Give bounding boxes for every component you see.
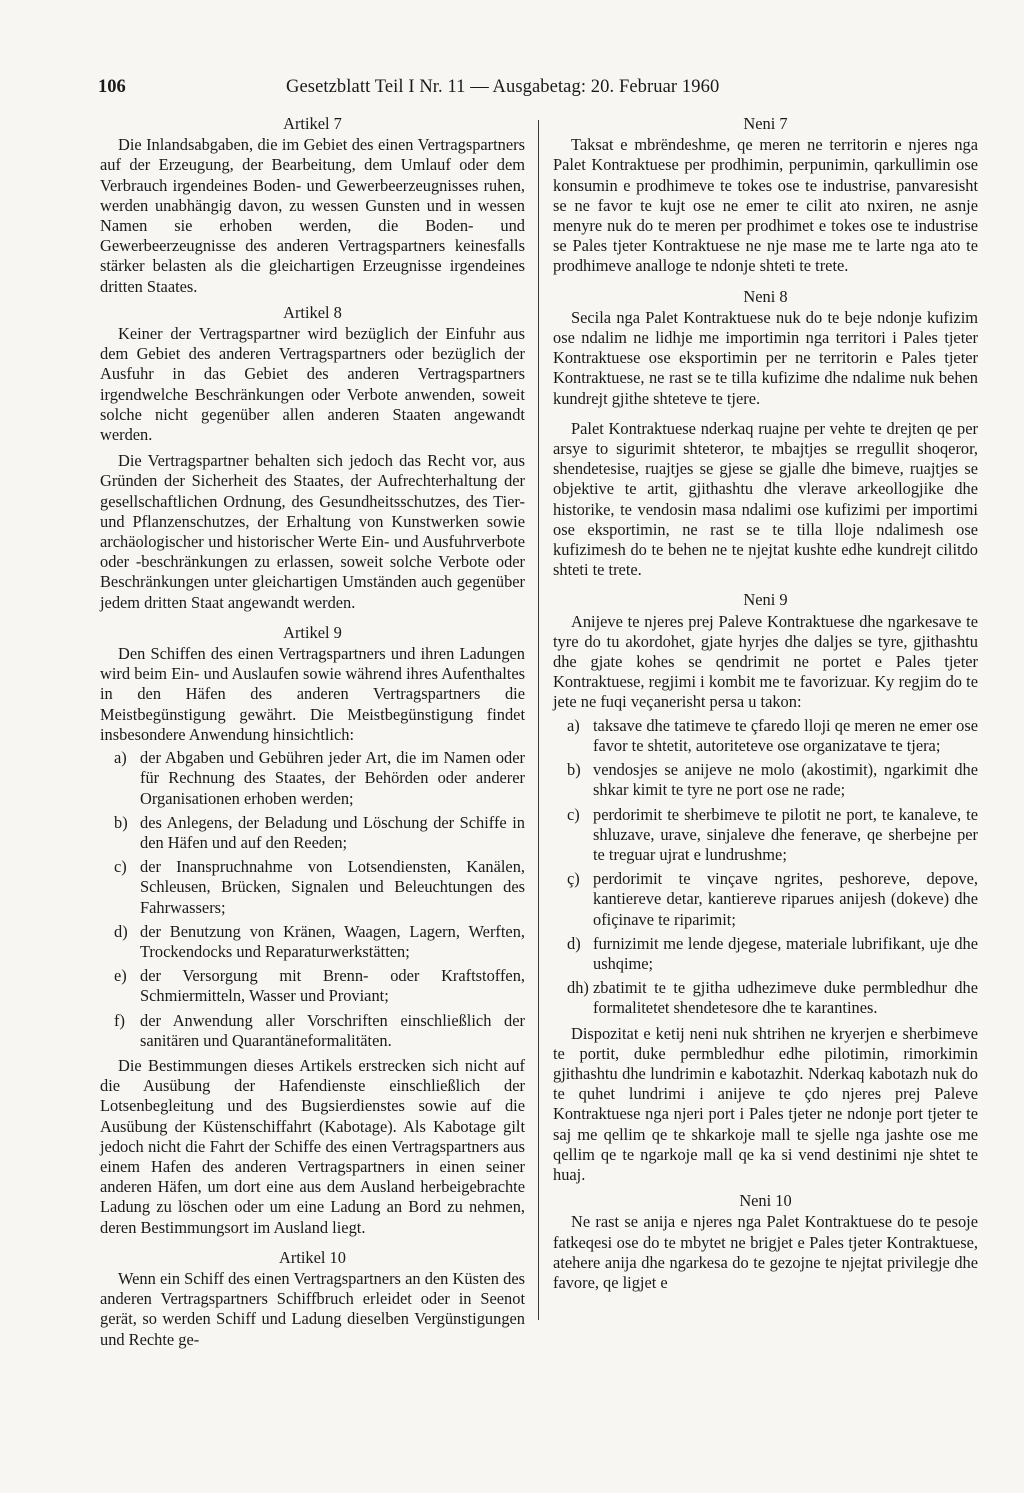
list-item-text: der Inanspruchnahme von Lotsendiensten, Kanälen, Schleusen, Brücken, Signalen und Beleuchtungen des Fahrwassers; — [140, 857, 525, 917]
list-item — [553, 869, 978, 930]
list-marker: b) — [567, 760, 581, 780]
list-marker: d) — [567, 933, 581, 953]
running-head: Gesetzblatt Teil I Nr. 11 — Ausgabetag: 20. Februar 1960 — [286, 77, 720, 97]
article-list — [100, 748, 525, 1051]
list-item — [553, 805, 978, 866]
article-heading: Neni 8 — [743, 286, 788, 306]
column-divider — [538, 120, 539, 1320]
article-paragraph: Ne rast se anija e njeres nga Palet Kontraktuese do te pesoje fatkeqesi ose do te mbytet ne brigjet e Pales tjeter Kontraktuese, atehere anija dhe ngarkesa do te gezojne te njejtat privilegje dhe favore, qe ligjet e — [553, 1212, 978, 1292]
article-paragraph: Anijeve te njeres prej Paleve Kontraktuese dhe ngarkesave te tyre do tu akordohet, gjate hyrjes dhe daljes se tyre, gjithashtu dhe gjate kohes se qendrimit ne portet e Pales tjeter Kontraktuese, regjimi i kombit me te favorizuar. Ky regjim do te jete ne fuqi veçanerisht persa u takon: — [553, 611, 978, 712]
list-marker: d) — [114, 921, 128, 941]
list-item-text: vendosjes se anijeve ne molo (akostimit), ngarkimit dhe shkar kimit te tyre ne port ose ne rade; — [593, 760, 978, 800]
article-paragraph: Keiner der Vertragspartner wird bezüglich der Einfuhr aus dem Gebiet des anderen Vertragspartners oder bezüglich der Ausfuhr in das Gebiet des anderen Vertragspartners irgendwelche Beschränkungen oder Verbote anwenden, soweit solche nicht gegenüber allen anderen Staaten angewandt werden. — [100, 324, 525, 445]
article-paragraph: Secila nga Palet Kontraktuese nuk do te beje ndonje kufizim ose ndalim ne lidhje me importimin nga territori i Pales tjeter Kontraktuese ose eksportimin per ne territorin e Pales tjeter Kontraktuese, ne rast se te tilla kufizime dhe ndalime nuk behen kundrejt gjithe shteteve te tjere. — [553, 307, 978, 408]
article-8 — [100, 303, 525, 613]
article-heading: Artikel 8 — [283, 302, 342, 322]
list-item-text: der Benutzung von Kränen, Waagen, Lagern, Werften, Trockendocks und Reparaturwerkstätten; — [140, 921, 525, 961]
list-marker: c) — [114, 857, 127, 877]
neni-10 — [553, 1191, 978, 1293]
list-marker: f) — [114, 1010, 125, 1030]
list-item-text: zbatimit te te gjitha udhezimeve duke permbledhur dhe formalitetet shendetesore dhe te karantines. — [593, 978, 978, 1018]
page-number: 106 — [98, 77, 126, 97]
article-heading: Neni 9 — [743, 590, 788, 610]
list-marker: e) — [114, 966, 127, 986]
neni-7 — [553, 114, 978, 277]
list-marker: c) — [567, 804, 580, 824]
list-item-text: perdorimit te sherbimeve te pilotit ne port, te kanaleve, te shluzave, urave, sinjaleve dhe fenerave, qe sherbejne per te treguar ujrat e lundrushme; — [593, 804, 978, 864]
albanian-column — [553, 114, 978, 1293]
list-marker: a) — [567, 715, 580, 735]
list-item-text: der Anwendung aller Vorschriften einschließlich der sanitären und Quarantäneformalitäten. — [140, 1010, 525, 1050]
page-header — [98, 74, 788, 102]
article-7 — [100, 114, 525, 297]
article-paragraph: Die Vertragspartner behalten sich jedoch das Recht vor, aus Gründen der Sicherheit des Staates, der Aufrechterhaltung der gesellschaftlichen Ordnung, des Gesundheitsschutzes, des Tier- und Pflanzenschutzes, der Erhaltung von Kunstwerken sowie archäologischer und historischer Werte Ein- und Ausfuhrverbote oder -beschränkungen zu erlassen, soweit solche Verbote oder Beschränkungen unter gleichartigen Umständen auch gegenüber jedem dritten Staat angewandt werden. — [100, 451, 525, 612]
list-item — [553, 934, 978, 974]
list-item — [553, 978, 978, 1018]
list-item-text: des Anlegens, der Beladung und Löschung der Schiffe in den Häfen und auf den Reeden; — [140, 812, 525, 852]
article-paragraph: Den Schiffen des einen Vertragspartners und ihren Ladungen wird beim Ein- und Auslaufen sowie während ihres Aufenthaltes in den Häfen des anderen Vertragspartners die Meistbegünstigung gewährt. Die Meistbegünstigung findet insbesondere Anwendung hinsichtlich: — [100, 644, 525, 744]
article-paragraph: Dispozitat e ketij neni nuk shtrihen ne kryerjen e sherbimeve te portit, duke permbledhur edhe pilotimin, rimorkimin gjithashtu dhe lundrimin e kabotazhit. Nderkaq kabotazh nuk do te quhet lundrimi i anijeve te çdo njeres prej Paleve Kontraktuese nga njeri port i Pales tjeter ne ndonje port tjeter te saj me qellim qe te shkarkoje mall te sjelle nga jashte ose me qellim qe te ngarkoje mall qe ka si vend destinimi nje shtet te huaj. — [553, 1023, 978, 1184]
article-paragraph: Die Bestimmungen dieses Artikels erstrecken sich nicht auf die Ausübung der Hafendienste einschließlich der Lotsenbegleitung und des Bugsierdienstes sowie auf die Ausübung der Küstenschiffahrt (Kabotage). Als Kabotage gilt jedoch nicht die Fahrt der Schiffe des einen Vertragspartners aus einem Hafen des anderen Vertragspartners in einen seiner anderen Häfen, um dort eine aus dem Ausland herbeigebrachte Ladung zu löschen oder um eine Ladung an Bord zu nehmen, deren Bestimmungsort im Ausland liegt. — [100, 1055, 525, 1237]
list-item — [100, 1011, 525, 1051]
article-paragraph: Palet Kontraktuese nderkaq ruajne per vehte te drejten qe per arsye to sigurimit shteteror, te mbajtjes se rregullit shoqeror, shendetesise, ruajtjes se gjese se gjalle dhe bimeve, ruajtjes se objektive te artit, gjithashtu dhe vlerave arkeollogjike dhe historike, te vendosin masa ndalimi ose kufizimi per importimi ose eksportimin, ne rast se te tilla lloje ndalimesh ose kufizimesh do te behen ne te njejtat kushte edhe kundrejt cilitdo shteti te trete. — [553, 418, 978, 580]
article-heading: Neni 10 — [739, 1191, 792, 1211]
article-paragraph: Wenn ein Schiff des einen Vertragspartners an den Küsten des anderen Vertragspartners Schiffbruch erleidet oder in Seenot gerät, so werden Schiff und Ladung dieselben Vergünstigungen und Rechte ge- — [100, 1268, 525, 1349]
article-heading: Neni 7 — [743, 114, 788, 133]
list-item-text: taksave dhe tatimeve te çfaredo lloji qe meren ne emer ose favor te shtetit, autoriteteve ose organizatave te tjera; — [593, 715, 978, 755]
list-marker: dh) — [567, 978, 589, 998]
article-9 — [100, 623, 525, 1238]
list-item — [100, 748, 525, 809]
article-heading: Artikel 10 — [279, 1247, 346, 1267]
list-item — [100, 966, 525, 1006]
list-marker: a) — [114, 748, 127, 768]
list-item-text: perdorimit te vinçave ngrites, peshoreve, depove, kantiereve detar, kantiereve riparues anijesh (dokeve) dhe ofiçinave te riparimit; — [593, 869, 978, 929]
article-heading: Artikel 7 — [283, 114, 342, 133]
list-item — [100, 857, 525, 918]
list-marker: ç) — [567, 869, 580, 889]
list-item-text: der Versorgung mit Brenn- oder Kraftstoffen, Schmiermitteln, Wasser und Proviant; — [140, 966, 525, 1006]
article-10 — [100, 1248, 525, 1350]
german-column — [100, 114, 525, 1350]
article-list — [553, 716, 978, 1019]
list-item-text: furnizimit me lende djegese, materiale lubrifikant, uje dhe ushqime; — [593, 933, 978, 973]
neni-9 — [553, 590, 978, 1185]
article-paragraph: Taksat e mbrëndeshme, qe meren ne territorin e njeres nga Palet Kontraktuese per prodhimin, perpunimin, qarkullimin ose konsumin e prodhimeve te tokes ose te industrise, panvaresisht se ne favor te kujt ose ne emer te cilit ato nxiren, ne asnje menyre nuk do te meren per prodhimet e tokes ose te industrise se Pales tjeter Kontraktuese ne nje mase me te larte nga ato te prodhimeve analloge te ndonje shteti te trete. — [553, 135, 978, 276]
article-paragraph: Die Inlandsabgaben, die im Gebiet des einen Vertragspartners auf der Erzeugung, der Bearbeitung, dem Umlauf oder dem Verbrauch irgendeines Boden- und Gewerbeerzeugnisses ruhen, werden unabhängig davon, zu wessen Gunsten und in wessen Namen sie erhoben werden, die Boden- und Gewerbeerzeugnisse des anderen Vertragspartners keinesfalls stärker belasten als die gleichartigen Erzeugnisse irgendeines dritten Staates. — [100, 135, 525, 296]
neni-8 — [553, 287, 978, 581]
list-item-text: der Abgaben und Gebühren jeder Art, die im Namen oder für Rechnung des Staates, der Behörden oder anderer Organisationen erhoben werden; — [140, 748, 525, 808]
list-item — [553, 716, 978, 756]
list-marker: b) — [114, 812, 128, 832]
list-item — [100, 922, 525, 962]
article-heading: Artikel 9 — [283, 622, 342, 642]
list-item — [553, 760, 978, 800]
list-item — [100, 813, 525, 853]
